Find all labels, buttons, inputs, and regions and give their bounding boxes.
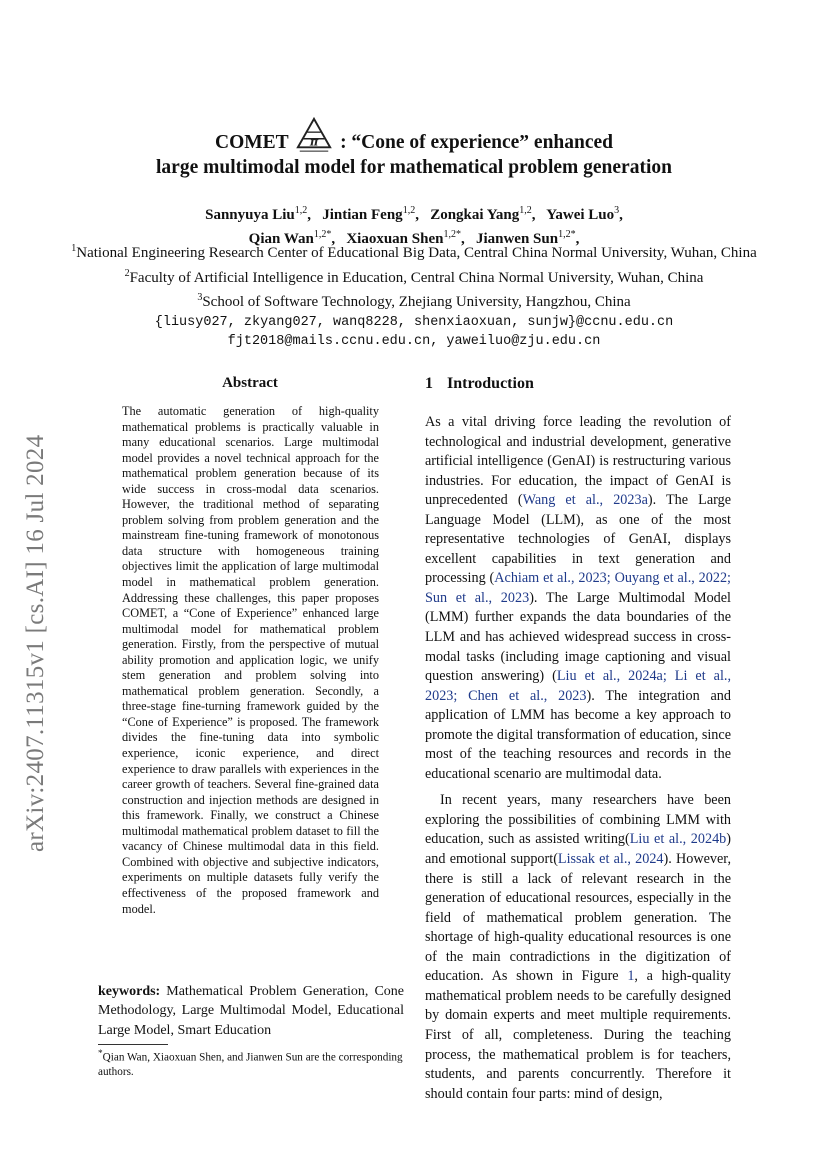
intro-text: ) and emotional support( <box>425 831 731 868</box>
abstract-body: The automatic generation of high-quality mathematical problems is practically valuable in many educational scenarios. Large multimodal model provides a novel technical approach for the mathematical problem generation because of its wide success in cross-modal data scenarios. However, the traditional method of separating problem solving from problem generation and the mainstream fine-tuning framework of monotonous data structure with homogeneous training objectives limit the application of large multimodal model in mathematical problem generation. Addressing these challenges, this paper proposes COMET, a “Cone of Experience” enhanced large multimodal model for mathematical problem generation. Firstly, from the perspective of mutual ability promotion and application logic, we unify stem generation and problem solving into mathematical problem generation. Secondly, a three-stage fine-turning framework guided by the “Cone of Experience” is proposed. The framework divides the fine-tuning data into symbolic experience, iconic experience, and direct experience to draw parallels with experiences in the career growth of teachers. Several fine-grained data construction and injection methods are designed in this framework. Finally, we construct a Chinese multimodal mathematical problem dataset to fill the vacancy of Chinese multimodal data in this field. Combined with objective and subjective indicators, experiments on multiple datasets fully verify the effectiveness of the proposed framework and model. <box>122 404 379 916</box>
intro-heading <box>425 375 534 393</box>
citation-link[interactable]: Wang et al., 2023a <box>522 492 648 509</box>
author-name: Jintian Feng <box>322 207 403 223</box>
affiliation-2-sup: 2 <box>124 267 130 279</box>
intro-text: ). However, there is still a lack of relevant research in the generation of educational resources, especially in the field of mathematical problem generation. The shortage of high-quality educational resources is one of the main contradictions in the digitization of education. As shown in Figure <box>425 851 731 985</box>
authors-line-1: Sannyuya Liu$^{1,2}$, Jintian Feng$^{1,2}$, Zongkai Yang$^{1,2}$, Yawei Luo$^3$, <box>205 205 623 223</box>
svg-text:π: π <box>310 134 319 149</box>
intro-number: 1 <box>425 375 433 392</box>
author-name: Yawei Luo <box>546 207 615 223</box>
paper-title <box>80 116 748 180</box>
affiliation-1-text: National Engineering Research Center of Educational Big Data, Central China Normal University, Wuhan, China <box>76 245 757 261</box>
email-line-1[interactable]: {liusy027, zkyang027, wanq8228, shenxiaoxuan, sunjw}@ccnu.edu.cn <box>154 314 674 330</box>
intro-body <box>425 413 731 1104</box>
intro-text: ). The integration and application of LMM has become a key approach to promote the digital transformation of education, since most of the teaching resources and records in the educational scenario are multimodal data. <box>425 687 731 782</box>
author-sup: 1,2 <box>294 205 308 216</box>
cone-logo-icon <box>295 116 333 154</box>
affiliation-2-text: Faculty of Artificial Intelligence in Education, Central China Normal University, Wuhan, China <box>129 269 704 286</box>
author-name: Qian Wan <box>248 231 314 247</box>
email-line-2[interactable]: fjt2018@mails.ccnu.edu.cn, yaweiluo@zju.edu.cn <box>227 334 601 349</box>
affiliation-1 <box>30 239 798 264</box>
author-sup: 1,2* <box>443 229 461 240</box>
affiliations <box>30 239 798 352</box>
intro-text: As a vital driving force leading the revolution of technological and industrial development, generative artificial intelligence (GenAI) is restructuring various industries. For education, the impact of GenAI is unprecedented ( <box>425 414 731 509</box>
keywords-label: keywords: <box>98 984 161 999</box>
citation-link[interactable]: 1 <box>627 968 635 985</box>
affiliation-3-sup: 3 <box>197 292 203 303</box>
footnote <box>98 1047 404 1080</box>
footnote-text: Qian Wan, Xiaoxuan Shen, and Jianwen Sun are the corresponding authors. <box>98 1051 403 1079</box>
citation-link[interactable]: Lissak et al., 2024 <box>557 851 664 868</box>
intro-paragraph <box>425 791 731 1104</box>
citation-link[interactable]: Liu et al., 2024b <box>629 831 727 848</box>
keywords-text: Mathematical Problem Generation, Cone Methodology, Large Multimodal Model, Educational Large Model, Smart Education <box>98 984 404 1038</box>
author-name: Jianwen Sun <box>475 231 559 247</box>
affiliation-3 <box>30 288 798 313</box>
author-name: Sannyuya Liu <box>205 207 295 223</box>
affiliation-2 <box>30 264 798 289</box>
footnote-mark: * <box>98 1049 103 1059</box>
intro-text: ). The Large Multimodal Model (LMM) further expands the data boundaries of the LLM and has achieved widespread success in cross-modal tasks (including image captioning and visual question answering) ( <box>425 589 731 685</box>
author-name: Xiaoxuan Shen <box>346 231 444 247</box>
intro-text: ). The Large Language Model (LLM), as one of the most representative technologies of GenAI, displays excellent capabilities in text generation and processing ( <box>425 492 731 587</box>
citation-link[interactable]: Liu et al., 2024a; Li et al., 2023; Chen et al., 2023 <box>425 668 731 704</box>
title-line-1 <box>80 116 748 155</box>
author-sup: 3 <box>614 205 620 216</box>
author-sup: 1,2* <box>558 229 576 240</box>
authors-line-2: Qian Wan$^{1,2*}$, Xiaoxuan Shen$^{1,2*}$, Jianwen Sun$^{1,2*}$, <box>248 229 580 247</box>
author-sup: 1,2 <box>402 205 416 216</box>
title-name: COMET <box>214 132 289 153</box>
citation-link[interactable]: Achiam et al., 2023; Ouyang et al., 2022; Sun et al., 2023 <box>425 570 731 606</box>
affiliation-1-sup: 1 <box>71 243 77 254</box>
title-line-1-rest: : “Cone of experience” enhanced <box>340 132 614 153</box>
affiliation-3-text: School of Software Technology, Zhejiang University, Hangzhou, China <box>202 294 631 310</box>
arxiv-stamp <box>12 382 62 852</box>
keywords <box>98 982 404 1040</box>
author-name: Zongkai Yang <box>430 207 520 223</box>
title-line-2: large multimodal model for mathematical problem generation <box>156 157 672 178</box>
intro-text: In recent years, many researchers have been exploring the possibilities of combining LMM with education, such as assisted writing( <box>425 792 731 848</box>
author-sup: 1,2 <box>519 205 532 216</box>
abstract-heading: Abstract <box>222 375 278 391</box>
arxiv-stamp-text: arXiv:2407.11315v1 [cs.AI] 16 Jul 2024 <box>22 434 49 852</box>
author-sup: 1,2* <box>313 229 332 240</box>
intro-title: Introduction <box>447 375 534 392</box>
intro-text: , a high-quality mathematical problem needs to be carefully designed by domain experts and meet multiple requirements. First of all, completeness. During the teaching process, the mathematical problem is for teachers, students, and parents concurrently. Therefore it should contain four parts: mind of design, <box>425 968 731 1102</box>
footnote-rule <box>98 1044 168 1045</box>
intro-paragraph <box>425 413 731 784</box>
